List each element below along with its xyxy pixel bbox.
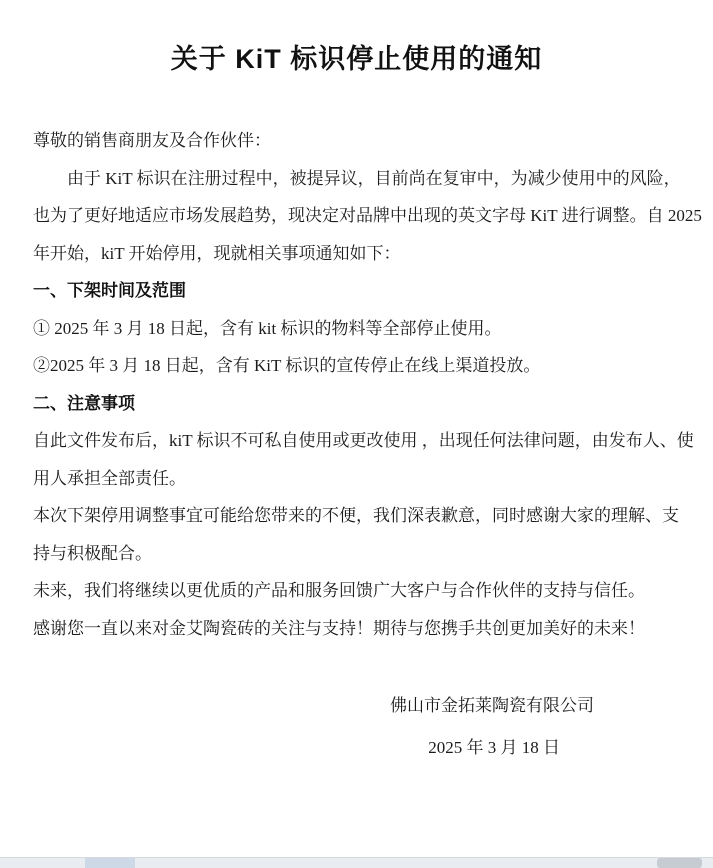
signature-company: 佛山市金拓莱陶瓷有限公司	[390, 696, 594, 715]
intro-line: 年开始，kiT 开始停用，现就相关事项通知如下：	[33, 243, 401, 263]
page-title: 关于 KiT 标识停止使用的通知	[170, 44, 543, 74]
body-line: 自此文件发布后，kiT 标识不可私自使用或更改使用 ，出现任何法律问题，由发布人、使	[33, 431, 694, 450]
intro-line: 由于 KiT 标识在注册过程中，被提异议，目前尚在复审中，为减少使用中的风险，	[67, 168, 681, 188]
horizontal-scrollbar-thumb[interactable]	[657, 858, 702, 868]
notice-item: ① 2025 年 3 月 18 日起，含有 kit 标识的物料等全部停止使用。	[33, 318, 502, 338]
notice-item: ②2025 年 3 月 18 日起，含有 KiT 标识的宣传停止在线上渠道投放。	[33, 356, 541, 375]
signature-block	[33, 693, 680, 761]
document-body	[0, 122, 713, 761]
body-line: 持与积极配合。	[33, 543, 152, 563]
horizontal-scrollbar-track[interactable]	[0, 857, 713, 868]
signature-date: 2025 年 3 月 18 日	[428, 738, 560, 757]
body-line: 未来，我们将继续以更优质的产品和服务回馈广大客户与合作伙伴的支持与信任。	[33, 581, 645, 600]
body-line: 本次下架停用调整事宜可能给您带来的不便，我们深表歉意，同时感谢大家的理解、支	[33, 506, 679, 525]
scrollbar-accent-segment	[85, 858, 135, 868]
section-heading-removal-scope: 一、下架时间及范围	[33, 281, 186, 300]
body-line: 用人承担全部责任。	[33, 468, 186, 488]
salutation: 尊敬的销售商朋友及合作伙伴：	[33, 131, 271, 150]
intro-line: 也为了更好地适应市场发展趋势，现决定对品牌中出现的英文字母 KiT 进行调整。自 2025	[33, 206, 702, 225]
section-heading-precautions: 二、注意事项	[33, 393, 135, 413]
body-line: 感谢您一直以来对金艾陶瓷砖的关注与支持！期待与您携手共创更加美好的未来！	[33, 618, 645, 638]
